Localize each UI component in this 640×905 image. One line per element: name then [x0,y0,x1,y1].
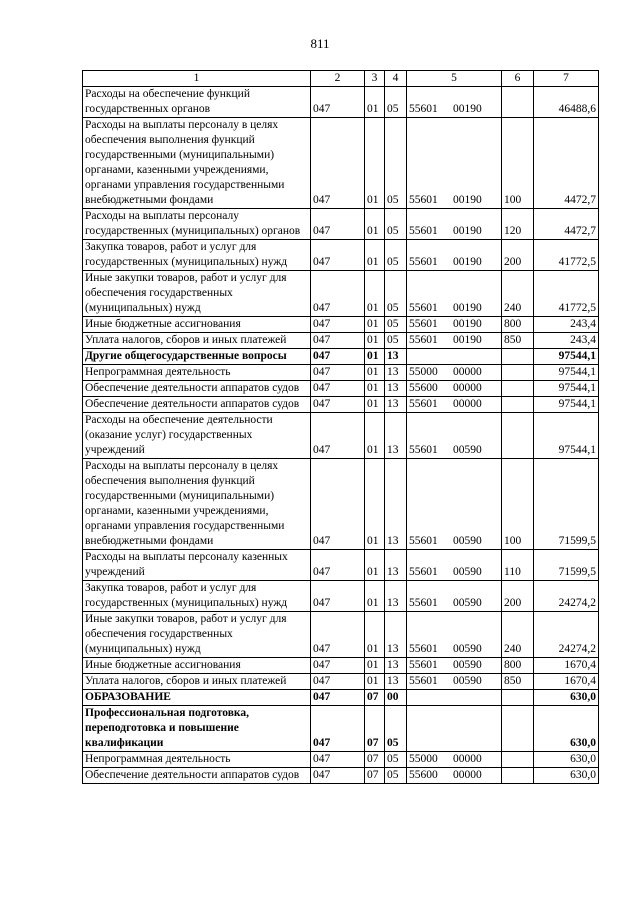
target-article-part-b: 00190 [453,103,482,115]
target-article-cell [407,87,502,118]
ministry-code-cell: 047 [311,413,365,459]
target-article-cell [407,674,502,690]
section-cell: 01 [365,333,385,349]
table-row [83,317,599,333]
target-article-part-b: 00190 [453,302,482,314]
item-name-cell: Расходы на выплаты персоналу казенных учреждений [83,550,311,581]
target-article-part-a: 55601 [409,225,438,237]
table-row [83,333,599,349]
header-cell: 1 [83,71,311,87]
item-name-cell: Закупка товаров, работ и услуг для государственных (муниципальных) нужд [83,240,311,271]
ministry-code-cell: 047 [311,550,365,581]
target-article-part-a: 55601 [409,103,438,115]
ministry-code-cell: 047 [311,381,365,397]
item-name-cell: Уплата налогов, сборов и иных платежей [83,333,311,349]
ministry-code-cell: 047 [311,459,365,550]
header-cell: 5 [407,71,502,87]
subsection-cell: 13 [385,413,407,459]
table-row [83,674,599,690]
target-article-cell [407,612,502,658]
item-name-cell: Уплата налогов, сборов и иных платежей [83,674,311,690]
target-article-part-b: 00190 [453,194,482,206]
expense-type-cell [502,397,534,413]
table-row [83,459,599,550]
target-article-part-a: 55601 [409,318,438,330]
section-cell: 01 [365,271,385,317]
table-row [83,706,599,752]
amount-cell: 46488,6 [534,87,599,118]
expense-type-cell [502,706,534,752]
subsection-cell: 13 [385,397,407,413]
target-article-part-b: 00000 [453,769,482,781]
section-cell: 01 [365,550,385,581]
target-article-part-a: 55601 [409,194,438,206]
page-number: 811 [310,36,330,51]
ministry-code-cell: 047 [311,612,365,658]
section-cell: 01 [365,209,385,240]
header-cell: 7 [534,71,599,87]
subsection-cell: 05 [385,333,407,349]
target-article-cell [407,752,502,768]
target-article-part-b: 00190 [453,318,482,330]
subsection-cell: 13 [385,381,407,397]
ministry-code-cell: 047 [311,581,365,612]
item-name-cell: Расходы на выплаты персоналу государственных (муниципальных) органов [83,209,311,240]
header-cell: 4 [385,71,407,87]
amount-cell: 1670,4 [534,658,599,674]
expense-type-cell [502,413,534,459]
target-article-part-b: 00000 [453,382,482,394]
target-article-part-b: 00590 [453,444,482,456]
section-cell: 01 [365,365,385,381]
ministry-code-cell: 047 [311,752,365,768]
ministry-code-cell: 047 [311,658,365,674]
table-row [83,612,599,658]
target-article-cell [407,397,502,413]
target-article-cell [407,118,502,209]
table-body [83,87,599,784]
subsection-cell: 13 [385,550,407,581]
subsection-cell: 05 [385,209,407,240]
table-row [83,658,599,674]
section-cell: 01 [365,612,385,658]
subsection-cell: 05 [385,768,407,784]
amount-cell: 243,4 [534,317,599,333]
section-cell: 01 [365,459,385,550]
target-article-cell [407,413,502,459]
target-article-cell [407,550,502,581]
section-cell: 01 [365,658,385,674]
table-row [83,349,599,365]
budget-table [82,70,599,784]
subsection-cell: 05 [385,240,407,271]
subsection-cell: 13 [385,658,407,674]
amount-cell: 41772,5 [534,271,599,317]
expense-type-cell: 100 [502,118,534,209]
amount-cell: 97544,1 [534,349,599,365]
item-name-cell: Другие общегосударственные вопросы [83,349,311,365]
expense-type-cell [502,349,534,365]
section-cell: 01 [365,413,385,459]
section-cell: 01 [365,397,385,413]
target-article-cell [407,317,502,333]
target-article-part-a: 55601 [409,643,438,655]
table-row [83,768,599,784]
target-article-cell [407,381,502,397]
target-article-part-a: 55601 [409,334,438,346]
subsection-cell: 13 [385,612,407,658]
table-row [83,381,599,397]
target-article-part-a: 55600 [409,382,438,394]
item-name-cell: Расходы на выплаты персоналу в целях обеспечения выполнения функций государственными (муниципальными) органами, казенными учреждениями, органами управления государственными внебюджетными фондами [83,118,311,209]
target-article-part-b: 00000 [453,753,482,765]
expense-type-cell [502,365,534,381]
target-article-part-a: 55601 [409,535,438,547]
amount-cell: 97544,1 [534,381,599,397]
amount-cell: 24274,2 [534,581,599,612]
expense-type-cell: 110 [502,550,534,581]
target-article-part-b: 00000 [453,366,482,378]
target-article-cell [407,706,502,752]
target-article-cell [407,349,502,365]
subsection-cell: 05 [385,118,407,209]
section-cell: 07 [365,752,385,768]
subsection-cell: 05 [385,752,407,768]
target-article-part-b: 00190 [453,256,482,268]
target-article-cell [407,768,502,784]
expense-type-cell: 800 [502,317,534,333]
ministry-code-cell: 047 [311,690,365,706]
amount-cell: 630,0 [534,706,599,752]
ministry-code-cell: 047 [311,333,365,349]
item-name-cell: Расходы на обеспечение функций государственных органов [83,87,311,118]
amount-cell: 97544,1 [534,365,599,381]
item-name-cell: Непрограммная деятельность [83,752,311,768]
item-name-cell: Иные закупки товаров, работ и услуг для обеспечения государственных (муниципальных) нужд [83,612,311,658]
table-row [83,87,599,118]
target-article-cell [407,271,502,317]
subsection-cell: 00 [385,690,407,706]
target-article-cell [407,240,502,271]
section-cell: 01 [365,317,385,333]
table-row [83,209,599,240]
target-article-cell [407,365,502,381]
section-cell: 01 [365,240,385,271]
ministry-code-cell: 047 [311,706,365,752]
target-article-part-a: 55601 [409,659,438,671]
section-cell: 01 [365,674,385,690]
table-header-row [83,71,599,87]
expense-type-cell: 240 [502,612,534,658]
amount-cell: 4472,7 [534,209,599,240]
target-article-part-a: 55000 [409,366,438,378]
target-article-cell [407,459,502,550]
amount-cell: 41772,5 [534,240,599,271]
item-name-cell: Иные закупки товаров, работ и услуг для обеспечения государственных (муниципальных) нужд [83,271,311,317]
amount-cell: 630,0 [534,752,599,768]
item-name-cell: Иные бюджетные ассигнования [83,317,311,333]
target-article-part-b: 00590 [453,566,482,578]
target-article-part-a: 55601 [409,597,438,609]
expense-type-cell: 200 [502,240,534,271]
expense-type-cell: 800 [502,658,534,674]
target-article-part-a: 55000 [409,753,438,765]
ministry-code-cell: 047 [311,365,365,381]
expense-type-cell: 200 [502,581,534,612]
item-name-cell: Обеспечение деятельности аппаратов судов [83,768,311,784]
ministry-code-cell: 047 [311,118,365,209]
target-article-part-b: 00590 [453,675,482,687]
ministry-code-cell: 047 [311,271,365,317]
target-article-part-b: 00590 [453,643,482,655]
target-article-cell [407,333,502,349]
amount-cell: 97544,1 [534,413,599,459]
target-article-part-b: 00590 [453,659,482,671]
amount-cell: 24274,2 [534,612,599,658]
expense-type-cell: 100 [502,459,534,550]
table-row [83,397,599,413]
table-row [83,752,599,768]
expense-type-cell [502,752,534,768]
subsection-cell: 13 [385,581,407,612]
section-cell: 01 [365,381,385,397]
header-cell: 6 [502,71,534,87]
expense-type-cell [502,381,534,397]
ministry-code-cell: 047 [311,674,365,690]
section-cell: 07 [365,768,385,784]
target-article-part-a: 55601 [409,566,438,578]
amount-cell: 4472,7 [534,118,599,209]
target-article-cell [407,581,502,612]
target-article-part-a: 55601 [409,256,438,268]
target-article-part-b: 00000 [453,398,482,410]
amount-cell: 71599,5 [534,550,599,581]
amount-cell: 97544,1 [534,397,599,413]
item-name-cell: Иные бюджетные ассигнования [83,658,311,674]
table-row [83,118,599,209]
subsection-cell: 05 [385,317,407,333]
expense-type-cell: 240 [502,271,534,317]
subsection-cell: 05 [385,87,407,118]
expense-type-cell: 850 [502,333,534,349]
table-row [83,550,599,581]
target-article-cell [407,658,502,674]
expense-type-cell [502,768,534,784]
ministry-code-cell: 047 [311,349,365,365]
table-row [83,271,599,317]
expense-type-cell: 120 [502,209,534,240]
amount-cell: 630,0 [534,768,599,784]
target-article-cell [407,690,502,706]
ministry-code-cell: 047 [311,768,365,784]
item-name-cell: ОБРАЗОВАНИЕ [83,690,311,706]
item-name-cell: Обеспечение деятельности аппаратов судов [83,381,311,397]
section-cell: 01 [365,581,385,612]
subsection-cell: 05 [385,271,407,317]
amount-cell: 243,4 [534,333,599,349]
ministry-code-cell: 047 [311,240,365,271]
subsection-cell: 05 [385,706,407,752]
target-article-part-a: 55600 [409,769,438,781]
amount-cell: 630,0 [534,690,599,706]
header-cell: 3 [365,71,385,87]
ministry-code-cell: 047 [311,397,365,413]
subsection-cell: 13 [385,349,407,365]
section-cell: 01 [365,118,385,209]
item-name-cell: Обеспечение деятельности аппаратов судов [83,397,311,413]
target-article-part-a: 55601 [409,302,438,314]
expense-type-cell: 850 [502,674,534,690]
item-name-cell: Профессиональная подготовка, переподготовка и повышение квалификации [83,706,311,752]
expense-type-cell [502,690,534,706]
table-row [83,690,599,706]
table-row [83,413,599,459]
table-row [83,365,599,381]
amount-cell: 71599,5 [534,459,599,550]
ministry-code-cell: 047 [311,317,365,333]
subsection-cell: 13 [385,459,407,550]
item-name-cell: Закупка товаров, работ и услуг для государственных (муниципальных) нужд [83,581,311,612]
target-article-part-a: 55601 [409,444,438,456]
table-row [83,240,599,271]
item-name-cell: Расходы на обеспечение деятельности (оказание услуг) государственных учреждений [83,413,311,459]
item-name-cell: Расходы на выплаты персоналу в целях обеспечения выполнения функций государственными (муниципальными) органами, казенными учреждениями, органами управления государственными внебюджетными фондами [83,459,311,550]
subsection-cell: 13 [385,674,407,690]
item-name-cell: Непрограммная деятельность [83,365,311,381]
table-row [83,581,599,612]
section-cell: 07 [365,690,385,706]
target-article-part-b: 00190 [453,225,482,237]
target-article-cell [407,209,502,240]
target-article-part-a: 55601 [409,398,438,410]
ministry-code-cell: 047 [311,87,365,118]
ministry-code-cell: 047 [311,209,365,240]
subsection-cell: 13 [385,365,407,381]
expense-type-cell [502,87,534,118]
section-cell: 01 [365,349,385,365]
section-cell: 07 [365,706,385,752]
amount-cell: 1670,4 [534,674,599,690]
target-article-part-b: 00190 [453,334,482,346]
header-cell: 2 [311,71,365,87]
target-article-part-a: 55601 [409,675,438,687]
target-article-part-b: 00590 [453,535,482,547]
target-article-part-b: 00590 [453,597,482,609]
section-cell: 01 [365,87,385,118]
